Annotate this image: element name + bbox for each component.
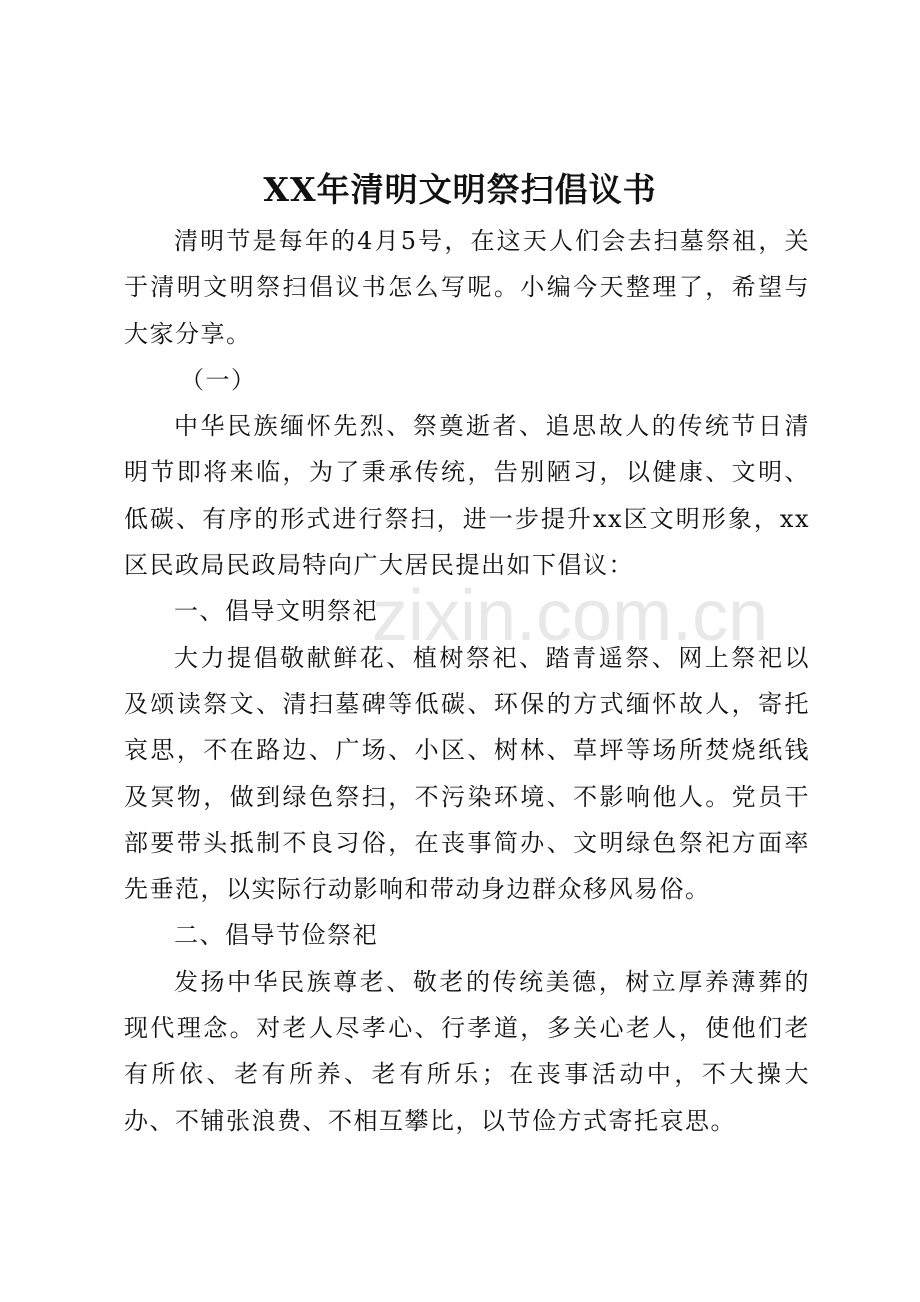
heading-frugal-sacrifice: 二、倡导节俭祭祀 [174,921,378,950]
document-title: XX年清明文明祭扫倡议书 [263,170,657,209]
document-body [124,218,810,1144]
civilized-sacrifice-paragraph: 大力提倡敬献鲜花、植树祭祀、踏青遥祭、网上祭祀以及颂读祭文、清扫墓碑等低碳、环保的方式缅怀故人，寄托哀思，不在路边、广场、小区、树林、草坪等场所焚烧纸钱及冥物，做到绿色祭扫，不污染环境、不影响他人。党员干部要带头抵制不良习俗，在丧事简办、文明绿色祭祀方面率先垂范，以实际行动影响和带动身边群众移风易俗。 [124,643,810,904]
proposal-paragraph: 中华民族缅怀先烈、祭奠逝者、追思故人的传统节日清明节即将来临，为了秉承传统，告别陋习，以健康、文明、低碳、有序的形式进行祭扫，进一步提升xx区文明形象，xx区民政局民政局特向广大居民提出如下倡议： [124,412,810,580]
section-number: （一） [180,365,257,394]
heading-civilized-sacrifice: 一、倡导文明祭祀 [174,597,378,626]
frugal-sacrifice-paragraph: 发扬中华民族尊老、敬老的传统美德，树立厚养薄葬的现代理念。对老人尽孝心、行孝道，多关心老人，使他们老有所依、老有所养、老有所乐；在丧事活动中，不大操大办、不铺张浪费、不相互攀比，以节俭方式寄托哀思。 [124,967,810,1135]
intro-paragraph: 清明节是每年的4月5号，在这天人们会去扫墓祭祖，关于清明文明祭扫倡议书怎么写呢。小编今天整理了，希望与大家分享。 [124,227,810,348]
watermark-text: zixin.com.cn [372,576,769,656]
